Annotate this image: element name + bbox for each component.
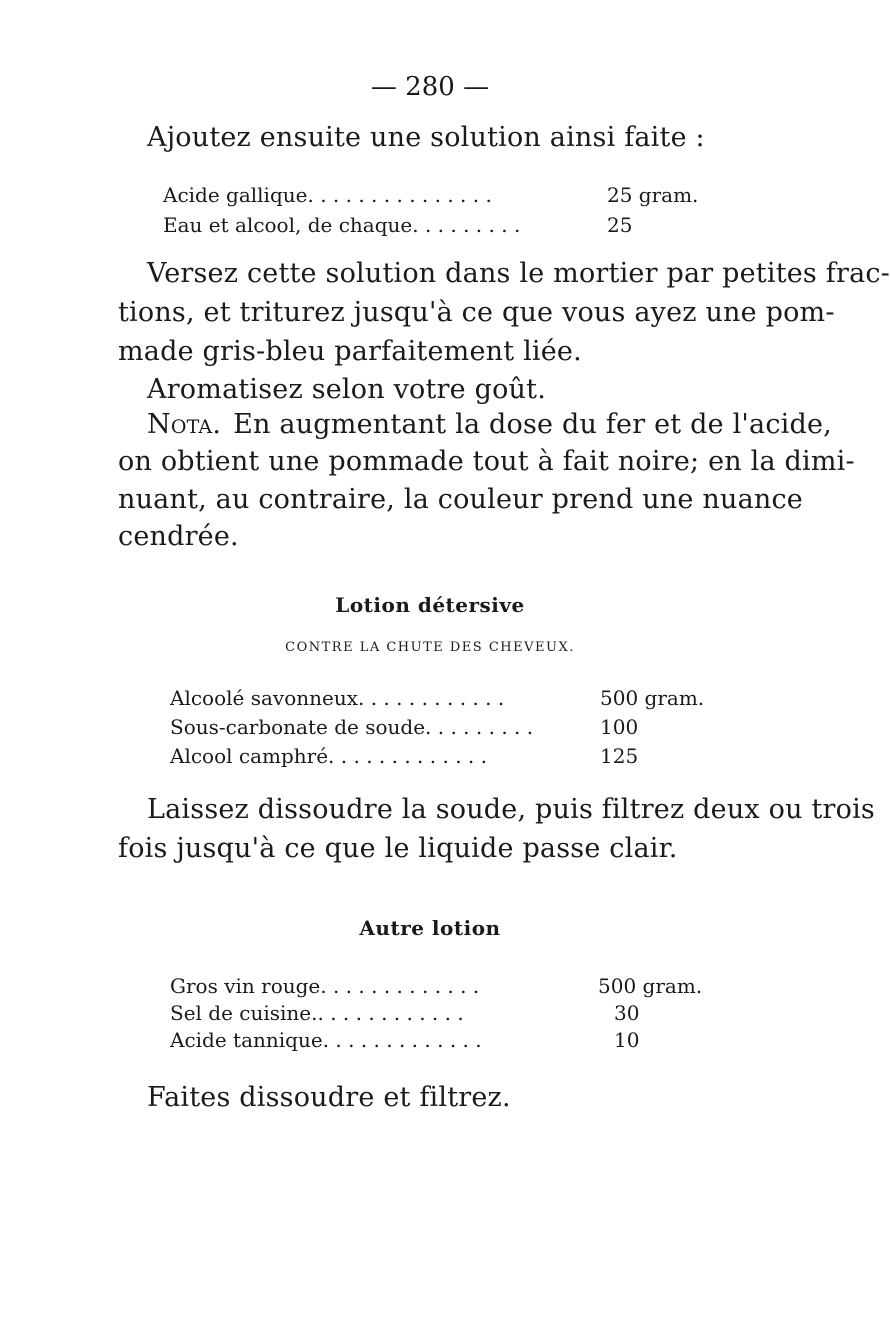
recipe-row: [163, 183, 699, 207]
body-line: Faites dissoudre et filtrez.: [147, 1082, 511, 1113]
intro-line: Ajoutez ensuite une solution ainsi faite :: [147, 122, 705, 153]
section-title-lotion-detersive: Lotion détersive: [335, 593, 525, 617]
recipe-row: [170, 715, 639, 739]
body-line: Aromatisez selon votre goût.: [147, 374, 546, 405]
section-subtitle: CONTRE LA CHUTE DES CHEVEUX.: [285, 640, 575, 655]
body-line: En augmentant la dose du fer et de l'acide,: [233, 409, 832, 440]
ingredient-name: Eau et alcool, de chaque. . . . . . . . .: [163, 213, 521, 237]
ingredient-quantity: 25 gram.: [607, 183, 699, 207]
recipe-row: [163, 213, 633, 237]
recipe-gallic: [163, 183, 703, 243]
nota-first-line: [147, 409, 832, 440]
ingredient-quantity: 500 gram.: [600, 686, 705, 710]
ingredient-name: Gros vin rouge. . . . . . . . . . . . .: [170, 974, 480, 998]
section-title-autre-lotion: Autre lotion: [359, 916, 501, 940]
body-line: on obtient une pommade tout à fait noire; en la dimi-: [118, 446, 855, 477]
nota-label: Nota.: [147, 409, 222, 440]
recipe-row: [170, 686, 705, 710]
ingredient-quantity: 500 gram.: [598, 974, 703, 998]
recipe-row: [170, 1028, 640, 1052]
ingredient-name: Sous-carbonate de soude. . . . . . . . .: [170, 715, 534, 739]
recipe-autre-lotion: [170, 974, 710, 1064]
ingredient-quantity: 100: [600, 715, 639, 739]
recipe-row: [170, 974, 703, 998]
ingredient-quantity: 10: [614, 1028, 640, 1052]
body-line: nuant, au contraire, la couleur prend une nuance: [118, 484, 803, 515]
ingredient-quantity: 125: [600, 744, 639, 768]
ingredient-name: Alcool camphré. . . . . . . . . . . . .: [170, 744, 487, 768]
body-line: cendrée.: [118, 521, 239, 552]
recipe-row: [170, 744, 639, 768]
body-line: made gris-bleu parfaitement liée.: [118, 336, 582, 367]
recipe-lotion-detersive: [170, 686, 710, 776]
ingredient-name: Sel de cuisine.. . . . . . . . . . . .: [170, 1001, 464, 1025]
ingredient-name: Acide tannique. . . . . . . . . . . . .: [170, 1028, 482, 1052]
body-line: fois jusqu'à ce que le liquide passe clair.: [118, 833, 678, 864]
body-line: Versez cette solution dans le mortier par petites frac-: [147, 258, 890, 289]
page-number: — 280 —: [370, 72, 490, 102]
recipe-row: [170, 1001, 640, 1025]
body-line: Laissez dissoudre la soude, puis filtrez deux ou trois: [147, 794, 875, 825]
ingredient-quantity: 25: [607, 213, 633, 237]
ingredient-name: Acide gallique. . . . . . . . . . . . . . .: [163, 183, 492, 207]
ingredient-name: Alcoolé savonneux. . . . . . . . . . . .: [170, 686, 505, 710]
body-line: tions, et triturez jusqu'à ce que vous ayez une pom-: [118, 297, 835, 328]
ingredient-quantity: 30: [614, 1001, 640, 1025]
